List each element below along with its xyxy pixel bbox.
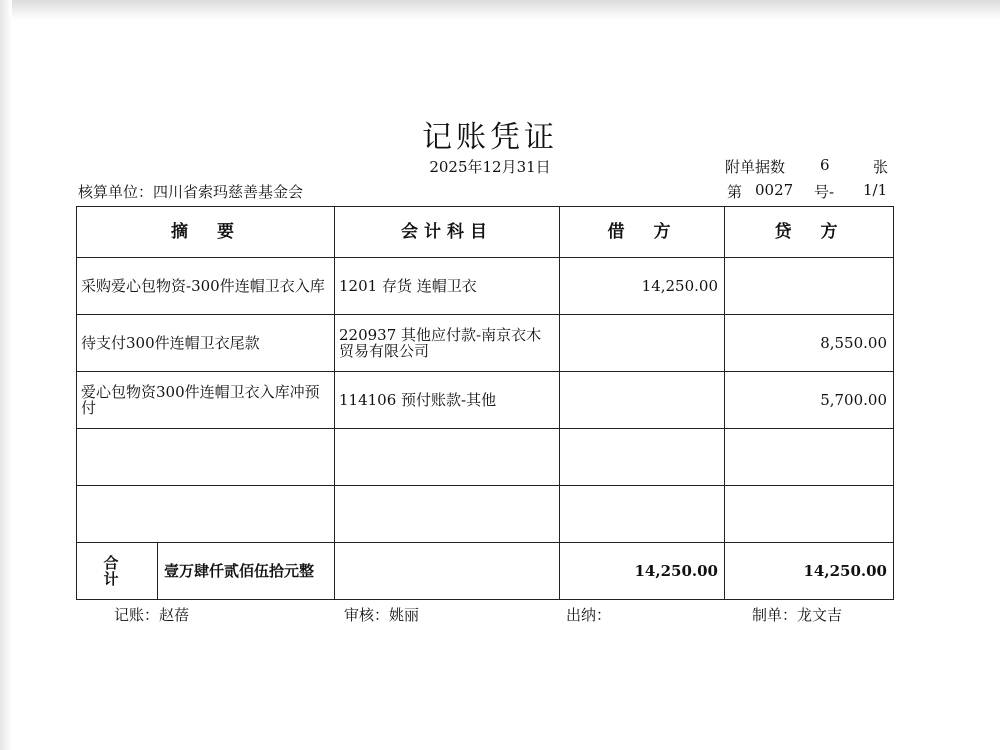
row-credit: 8,550.00 xyxy=(725,315,894,372)
table-row-empty xyxy=(77,486,894,543)
total-cell xyxy=(77,543,335,600)
attachments-count: 6 xyxy=(820,156,830,174)
header-debit: 借 方 xyxy=(560,207,725,258)
row-account xyxy=(335,429,560,486)
total-credit: 14,250.00 xyxy=(725,543,894,600)
row-summary xyxy=(77,486,335,543)
table-header-row xyxy=(77,207,894,258)
scan-edge-top xyxy=(0,0,1000,20)
scan-edge-left xyxy=(0,0,12,750)
voucher-page: 1/1 xyxy=(863,181,888,199)
row-account: 114106 预付账款-其他 xyxy=(335,372,560,429)
header-summary: 摘 要 xyxy=(77,207,335,258)
accounting-unit-label: 核算单位： xyxy=(78,183,154,201)
row-debit: 14,250.00 xyxy=(560,258,725,315)
total-amount-words: 壹万肆仟贰佰伍拾元整 xyxy=(164,562,315,580)
header-credit: 贷 方 xyxy=(725,207,894,258)
total-debit: 14,250.00 xyxy=(560,543,725,600)
row-credit xyxy=(725,429,894,486)
row-debit xyxy=(560,429,725,486)
row-summary: 爱心包物资300件连帽卫衣入库冲预付 xyxy=(77,372,335,429)
voucher-title: 记账凭证 xyxy=(422,120,558,155)
row-debit xyxy=(560,486,725,543)
table-row xyxy=(77,315,894,372)
cashier-signature: 出纳： xyxy=(566,606,612,624)
accounting-unit-name: 四川省索玛慈善基金会 xyxy=(153,183,304,201)
row-credit: 5,700.00 xyxy=(725,372,894,429)
table-row-empty xyxy=(77,429,894,486)
row-account: 220937 其他应付款-南京衣木贸易有限公司 xyxy=(335,315,560,372)
reviewer-signature: 审核：姚丽 xyxy=(344,606,420,624)
row-credit xyxy=(725,258,894,315)
bookkeeper-signature: 记账：赵蓓 xyxy=(114,606,190,624)
row-account: 1201 存货 连帽卫衣 xyxy=(335,258,560,315)
attachments-label: 附单据数 xyxy=(725,158,786,176)
row-debit xyxy=(560,372,725,429)
attachments-unit: 张 xyxy=(873,158,889,176)
row-summary xyxy=(77,429,335,486)
total-account-empty xyxy=(335,543,560,600)
total-row xyxy=(77,543,894,600)
table-row xyxy=(77,372,894,429)
voucher-number-value: 0027 xyxy=(755,181,794,199)
row-account xyxy=(335,486,560,543)
table-row xyxy=(77,258,894,315)
row-summary: 采购爱心包物资-300件连帽卫衣入库 xyxy=(77,258,335,315)
row-summary: 待支付300件连帽卫衣尾款 xyxy=(77,315,335,372)
voucher-table xyxy=(76,206,894,600)
row-debit xyxy=(560,315,725,372)
total-label: 合 计 xyxy=(77,543,158,599)
header-account: 会计科目 xyxy=(335,207,560,258)
voucher-number-prefix: 第 xyxy=(727,183,743,201)
voucher-date: 2025年12月31日 xyxy=(429,158,551,176)
voucher-number-suffix: 号- xyxy=(814,183,835,201)
accounting-unit xyxy=(78,181,303,202)
attachments-info xyxy=(725,156,889,177)
row-credit xyxy=(725,486,894,543)
preparer-signature: 制单：龙文吉 xyxy=(752,606,843,624)
